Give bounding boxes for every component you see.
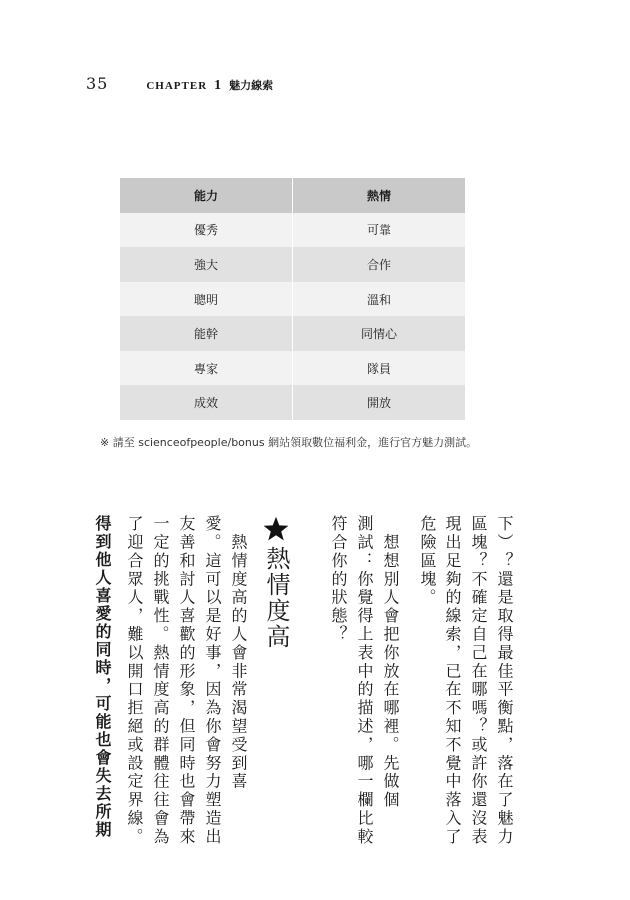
table-cell: 能幹	[120, 316, 293, 351]
body-text-column: 愛。這可以是好事，因為你會努力塑造出	[203, 515, 222, 847]
table-header-competence: 能力	[120, 178, 293, 213]
chapter-number: 1	[214, 78, 222, 93]
page-number: 35	[86, 74, 109, 93]
star-icon	[262, 515, 290, 543]
table-cell: 同情心	[360, 327, 397, 342]
table-row	[120, 282, 465, 317]
table-row	[120, 213, 465, 248]
table-row	[120, 385, 465, 420]
body-text-column: 友善和討人喜歡的形象，但同時也會帶來	[177, 515, 196, 847]
body-text-column: 現出足夠的線索，已在不知不覺中落入了	[443, 515, 462, 847]
chapter-label: CHAPTER	[146, 80, 208, 92]
table-header-warmth: 熱情	[366, 188, 391, 203]
body-text-column: 區塊？不確定自己在哪嗎？或許你還沒表	[469, 515, 488, 847]
table-cell: 溫和	[366, 292, 391, 307]
body-text-column: 了迎合眾人，難以開口拒絕或設定界線。	[125, 515, 144, 847]
table-cell: 強大	[120, 247, 293, 282]
chapter-title: 魅力線索	[229, 79, 274, 92]
body-text-column: 危險區塊。	[418, 515, 437, 607]
table-cell: 成效	[120, 385, 293, 420]
table-cell: 可靠	[366, 223, 391, 238]
body-text-column: 符合你的狀態？	[329, 515, 348, 644]
body-text-column: 想想別人會把你放在哪裡。先做個	[381, 515, 400, 810]
body-text-column: 下）？還是取得最佳平衡點，落在了魅力	[495, 515, 514, 847]
table-header-row	[120, 178, 465, 213]
emphasis-text-column: 得到他人喜愛的同時，可能也會失去所期	[93, 515, 112, 839]
body-text-column: 一定的挑戰性。熱情度高的群體往往會為	[151, 515, 170, 847]
section-heading: 熱情度高	[262, 546, 290, 650]
trait-table	[120, 178, 465, 420]
body-text-column: 測試：你覺得上表中的描述，哪一欄比較	[355, 515, 374, 847]
table-row	[120, 316, 465, 351]
table-cell: 開放	[366, 396, 391, 411]
body-text-column: 熱情度高的人會非常渴望受到喜	[229, 515, 248, 791]
table-cell: 優秀	[120, 213, 293, 248]
bonus-note: ※ 請至 scienceofpeople/bonus 網站領取數位福利金，進行官方魅力測試。	[100, 436, 478, 449]
table-cell: 隊員	[366, 361, 391, 376]
table-cell: 聰明	[120, 282, 293, 317]
table-cell: 合作	[366, 257, 391, 272]
table-row	[120, 351, 465, 386]
table-row	[120, 247, 465, 282]
running-header	[86, 74, 273, 94]
table-cell: 專家	[120, 351, 293, 386]
